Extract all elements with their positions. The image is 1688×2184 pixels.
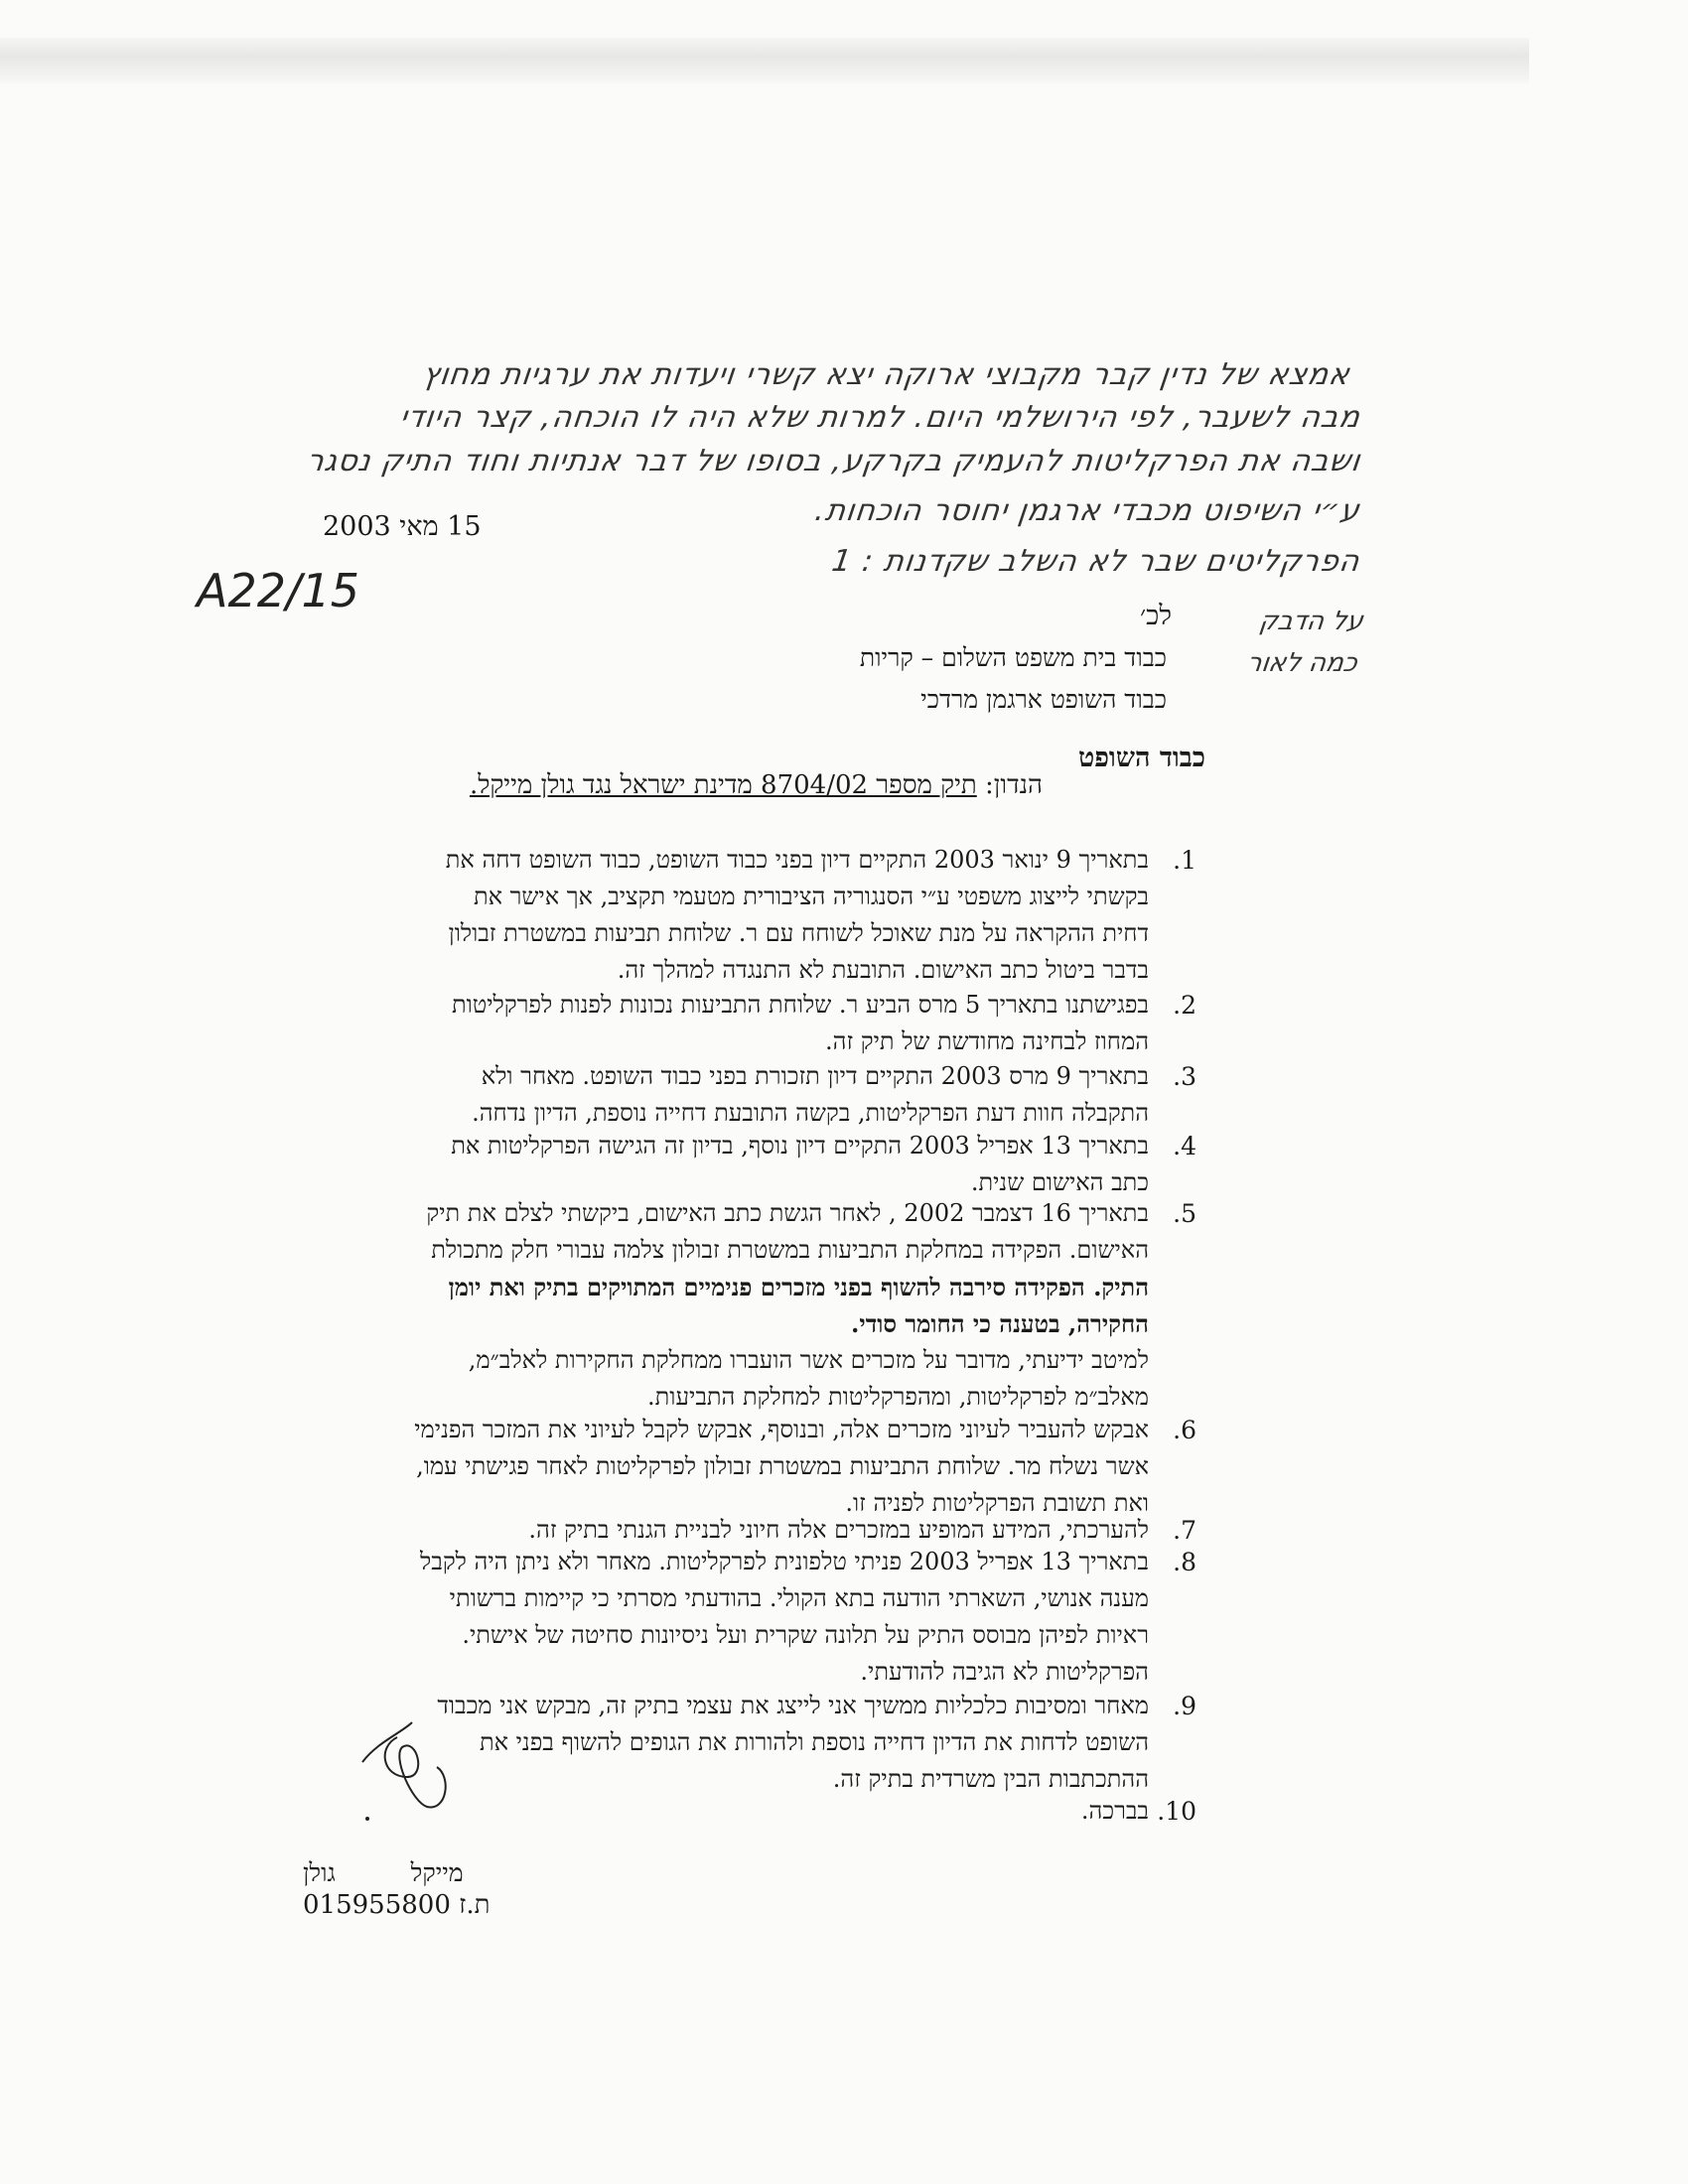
item-line: מאלב״מ לפרקליטות, ומהפרקליטות למחלקת התביעות.	[647, 1383, 1149, 1411]
signer-id	[303, 1890, 491, 1920]
item-line: המחוז לבחינה מחודשת של תיק זה.	[825, 1027, 1149, 1055]
letter-item	[451, 987, 1196, 1060]
item-line: למיטב ידיעתי, מדובר על מזכרים אשר הועברו ממחלקת החקירות לאלב״מ,	[468, 1346, 1149, 1374]
item-line: אשר נשלח מר. שלוחת התביעות במשטרת זבולון לפרקליטות לאחר פגישתי עמו,	[416, 1452, 1149, 1480]
item-number: 7.	[1173, 1516, 1196, 1545]
letter-item	[1080, 1793, 1196, 1830]
item-line: בקשתי לייצוג משפטי ע״י הסנגוריה הציבורית מטעמי תקציב, אך אישר את	[473, 883, 1149, 910]
item-line: מאחר ומסיבות כלכליות ממשיך אני לייצג את עצמי בתיק זה, מבקש אני מכבוד	[437, 1692, 1149, 1719]
item-line: התקבלה חוות דעת הפרקליטות, בקשה התובעת דחייה נוספת, הדיון נדחה.	[472, 1099, 1149, 1127]
item-line: התיק. הפקידה סירבה להשוף בפני מזכרים פנימיים המתויקים בתיק ואת יומן	[448, 1273, 1149, 1301]
item-line: האישום. הפקידה במחלקת התביעות במשטרת זבולון צלמה עבורי חלק מתכולת	[431, 1236, 1149, 1264]
letter-item	[426, 1195, 1196, 1416]
item-line: ואת תשובת הפרקליטות לפניה זו.	[845, 1489, 1149, 1517]
case-reference: תיק מספר 8704/02 מדינת ישראל נגד גולן מייקל.	[469, 770, 977, 800]
item-line: השופט לדחות את הדיון דחייה נוספת ולהורות את הגופים להשוף בפני את	[479, 1728, 1149, 1756]
item-line: להערכתי, המידע המופיע במזכרים אלה חיוני לבניית הגנתי בתיק זה.	[528, 1516, 1149, 1544]
letter-item	[445, 842, 1196, 989]
item-number: 5.	[1173, 1199, 1196, 1228]
item-line: בתאריך 16 דצמבר 2002 , לאחר הגשת כתב האישום, ביקשתי לצלם את תיק	[426, 1199, 1149, 1227]
handwritten-note-line: אמצא של נדין קבר מקבוצי ארוקה יצא קשרי ויעדות את ערגיות מחוץ	[421, 357, 1353, 392]
item-number: 2.	[1173, 991, 1196, 1020]
handwritten-signature	[357, 1717, 477, 1827]
item-line: ההתכתבות הבין משרדית בתיק זה.	[832, 1765, 1149, 1793]
signer-last-name: גולן	[303, 1858, 336, 1887]
addressee-block	[859, 596, 1172, 721]
letter-item	[414, 1412, 1196, 1522]
item-line: אבקש להעביר לעיוני מזכרים אלה, ובנוסף, אבקש לקבל לעיוני את המזכר הפנימי	[414, 1416, 1149, 1443]
item-number: 4.	[1173, 1132, 1196, 1160]
handwritten-note-line: הפרקליטים שבר לא השלב שקדנות : 1	[830, 544, 1363, 579]
item-line: כתב האישום שנית.	[970, 1168, 1149, 1196]
item-number: 8.	[1173, 1548, 1196, 1576]
scan-edge-shadow	[0, 38, 1529, 83]
side-note-line: על הדבק	[1257, 607, 1366, 636]
addressee-court: כבוד בית משפט השלום – קריות	[859, 643, 1167, 672]
salutation: כבוד השופט	[1077, 743, 1205, 773]
subject-line	[470, 770, 1043, 800]
handwritten-side-note	[1245, 601, 1366, 684]
signer-name	[303, 1858, 464, 1888]
item-line: החקירה, בטענה כי החומר סודי.	[851, 1309, 1149, 1338]
item-line: הפרקליטות לא הגיבה להודעתי.	[860, 1658, 1149, 1686]
letter-item	[437, 1688, 1196, 1798]
handwritten-note-line: ושבה את הפרקליטות להעמיק בקרקע, בסופו של דבר אנתיות וחוד התיק נסגר	[304, 444, 1363, 478]
item-line: בדבר ביטול כתב האישום. התובעת לא התנגדה למהלך זה.	[617, 956, 1149, 984]
item-number: 9.	[1173, 1692, 1196, 1720]
item-number: 3.	[1173, 1062, 1196, 1091]
letter-item	[420, 1544, 1196, 1691]
item-line: בתאריך 13 אפריל 2003 פניתי טלפונית לפרקליטות. מאחר ולא ניתן היה לקבל	[420, 1548, 1149, 1575]
item-number: 6.	[1173, 1416, 1196, 1444]
signer-first-name: מייקל	[410, 1858, 464, 1887]
item-line: בברכה.	[1080, 1797, 1149, 1825]
id-label: ת.ז	[459, 1890, 491, 1920]
item-number: 10.	[1157, 1797, 1196, 1826]
side-note-line: כמה לאור	[1245, 648, 1360, 678]
handwritten-note-line: מבה לשעבר, לפי הירושלמי היום. למרות שלא היה לו הוכחה, קצר היודי	[397, 400, 1363, 435]
letter-item	[472, 1058, 1196, 1132]
item-line: מענה אנושי, השארתי הודעה בתא הקולי. בהודעתי מסרתי כי קיימות ברשותי	[449, 1584, 1149, 1612]
item-line: בתאריך 13 אפריל 2003 התקיים דיון נוסף, בדיון זה הגישה הפרקליטות את	[451, 1132, 1149, 1160]
item-line: ראיות לפיהן מבוסס התיק על תלונה שקרית ועל ניסיונות סחיטה של אישתי.	[462, 1621, 1149, 1649]
item-number: 1.	[1173, 846, 1196, 875]
item-line: דחית ההקראה על מנת שאוכל לשוחח עם ר. שלוחת תביעות במשטרת זבולון	[448, 919, 1149, 947]
item-line: בפגישתנו בתאריך 5 מרס הביע ר. שלוחת התביעות נכונות לפנות לפרקליטות	[451, 991, 1149, 1019]
id-number: 015955800	[303, 1890, 451, 1920]
subject-prefix: הנדון:	[985, 770, 1043, 800]
item-line: בתאריך 9 מרס 2003 התקיים דיון תזכורת בפני כבוד השופט. מאחר ולא	[481, 1062, 1149, 1090]
item-line: בתאריך 9 ינואר 2003 התקיים דיון בפני כבוד השופט, כבוד השופט דחה את	[445, 846, 1149, 874]
letter-item	[451, 1128, 1196, 1201]
addressee-judge: כבוד השופט ארגמן מרדכי	[920, 685, 1167, 714]
addressee-to: לכ׳	[1139, 601, 1172, 631]
handwritten-reference-code: A22/15	[197, 564, 360, 617]
handwritten-note-line: ע״י השיפוט מכבדי ארגמן יחוסר הוכחות.	[812, 493, 1363, 528]
letter-date: 15 מאי 2003	[323, 511, 482, 542]
